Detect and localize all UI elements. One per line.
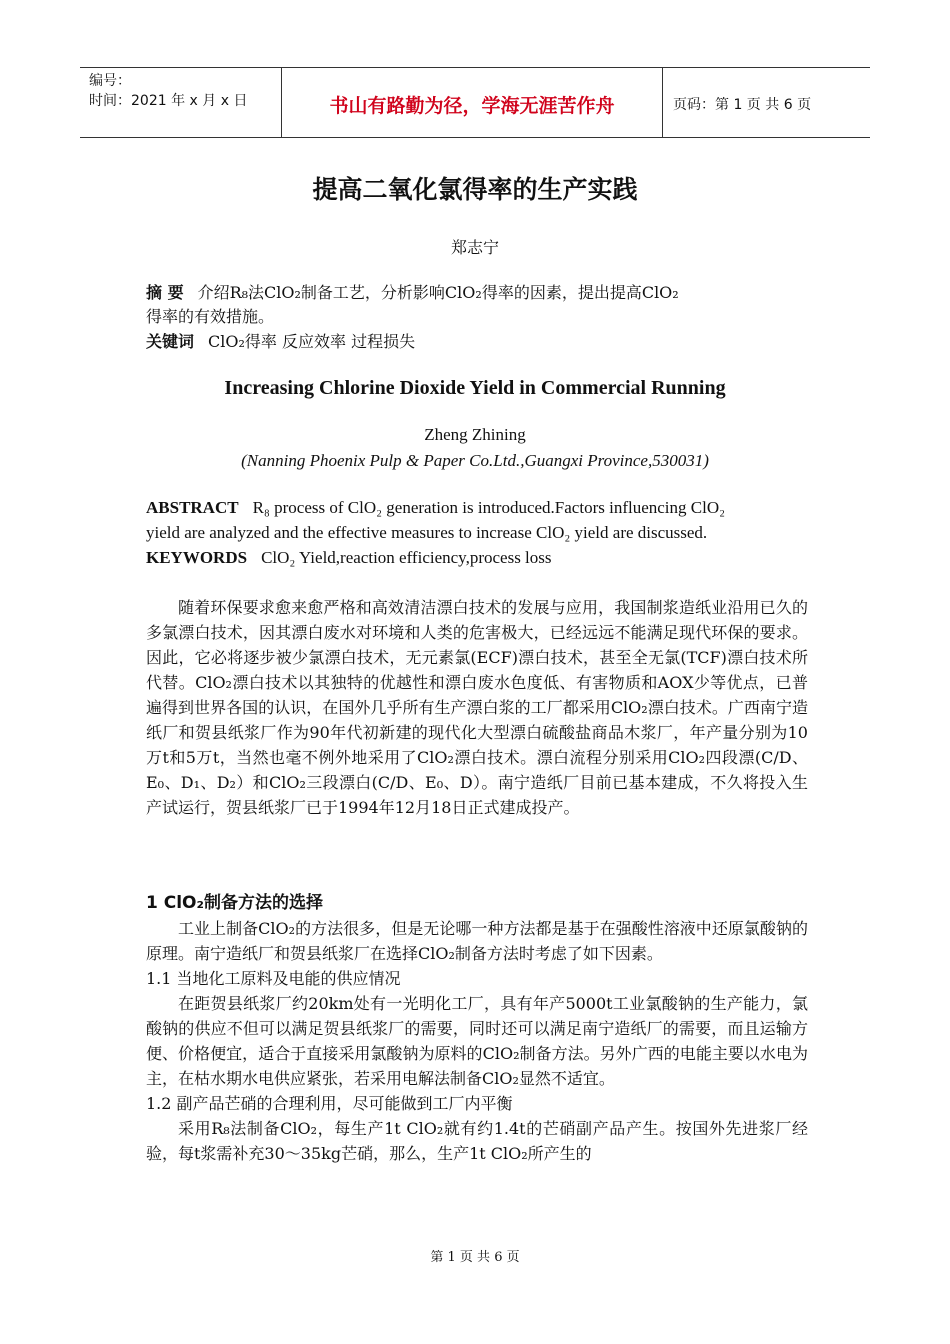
abstract-label: 摘 要	[146, 283, 184, 302]
english-abstract-line-1	[146, 496, 806, 520]
keywords-line	[146, 330, 806, 354]
abstract-text-1: 介绍R₈法ClO₂制备工艺，分析影响ClO₂得率的因素，提出提高ClO₂	[197, 283, 679, 302]
english-abstract-label: ABSTRACT	[146, 498, 239, 517]
abstract-text-2: 得率的有效措施。	[146, 307, 275, 326]
keywords-label: 关键词	[146, 332, 195, 351]
header-meta-cell	[80, 68, 282, 137]
subsection-1-2-paragraph: 采用R₈法制备ClO₂，每生产1t ClO₂就有约1.4t的芒硝副产品产生。按国外先进浆厂经验，每t浆需补充30～35kg芒硝，那么，生产1t ClO₂所产生的	[146, 1119, 808, 1163]
english-title: Increasing Chlorine Dioxide Yield in Commercial Running	[224, 377, 726, 399]
author: 郑志宁	[450, 238, 499, 257]
english-abstract-text-1: R₈ process of ClO₂ generation is introduced.Factors influencing ClO₂	[252, 498, 726, 517]
english-keywords-text: ClO₂ Yield,reaction efficiency,process loss	[261, 548, 552, 567]
document-time: 时间：2021 年 x 月 x 日	[89, 93, 248, 109]
section-1	[146, 890, 808, 1166]
header-page-cell	[663, 68, 870, 137]
motto: 书山有路勤为径，学海无涯苦作舟	[329, 95, 615, 117]
section-1-paragraph: 工业上制备ClO₂的方法很多，但是无论哪一种方法都是基于在强酸性溶液中还原氯酸钠的原理。南宁造纸厂和贺县纸浆厂在选择ClO₂制备方法时考虑了如下因素。	[146, 919, 808, 963]
english-abstract-text-2: yield are analyzed and the effective measures to increase ClO₂ yield are discussed.	[146, 523, 708, 542]
header-table	[80, 67, 870, 138]
keywords-text: ClO₂得率 反应效率 过程损失	[208, 332, 416, 351]
document-number: 编号：	[89, 73, 131, 89]
english-keywords-label: KEYWORDS	[146, 548, 248, 567]
page-footer: 第 1 页 共 6 页	[430, 1250, 520, 1265]
section-1-heading: 1 ClO₂制备方法的选择	[146, 893, 323, 913]
english-author: Zheng Zhining	[424, 425, 526, 444]
english-keywords-line	[146, 546, 806, 570]
subsection-1-1-paragraph: 在距贺县纸浆厂约20km处有一光明化工厂，具有年产5000t工业氯酸钠的生产能力，氯酸钠的供应不但可以满足贺县纸浆厂的需要，同时还可以满足南宁造纸厂的需要，而且运输方便、价格便宜，适合于直接采用氯酸钠为原料的ClO₂制备方法。另外广西的电能主要以水电为主，在枯水期水电供应紧张，若采用电解法制备ClO₂显然不适宜。	[146, 994, 808, 1088]
abstract-line-1	[146, 281, 806, 305]
subsection-1-2-heading: 1.2 副产品芒硝的合理利用，尽可能做到工厂内平衡	[146, 1094, 513, 1113]
page-title: 提高二氧化氯得率的生产实践	[312, 175, 638, 204]
intro-section	[146, 595, 808, 820]
page-info: 页码：第 1 页 共 6 页	[673, 97, 812, 113]
english-affiliation: (Nanning Phoenix Pulp & Paper Co.Ltd.,Guangxi Province,530031)	[241, 451, 709, 470]
intro-paragraph: 随着环保要求愈来愈严格和高效清洁漂白技术的发展与应用，我国制浆造纸业沿用已久的多氯漂白技术，因其漂白废水对环境和人类的危害极大，已经远远不能满足现代环保的要求。因此，它必将逐步被少氯漂白技术，无元素氯(ECF)漂白技术，甚至全无氯(TCF)漂白技术所代替。ClO₂漂白技术以其独特的优越性和漂白废水色度低、有害物质和AOX少等优点，已普遍得到世界各国的认识，在国外几乎所有生产漂白浆的工厂都采用ClO₂漂白技术。广西南宁造纸厂和贺县纸浆厂作为90年代初新建的现代化大型漂白硫酸盐商品木浆厂，年产量分别为10万t和5万t，当然也毫不例外地采用了ClO₂漂白技术。漂白流程分别采用ClO₂四段漂(C/D、E₀、D₁、D₂）和ClO₂三段漂白(C/D、E₀、D）。南宁造纸厂目前已基本建成，不久将投入生产试运行，贺县纸浆厂已于1994年12月18日正式建成投产。	[146, 598, 808, 817]
subsection-1-1-heading: 1.1 当地化工原料及电能的供应情况	[146, 969, 401, 988]
header-motto-cell	[282, 68, 663, 137]
